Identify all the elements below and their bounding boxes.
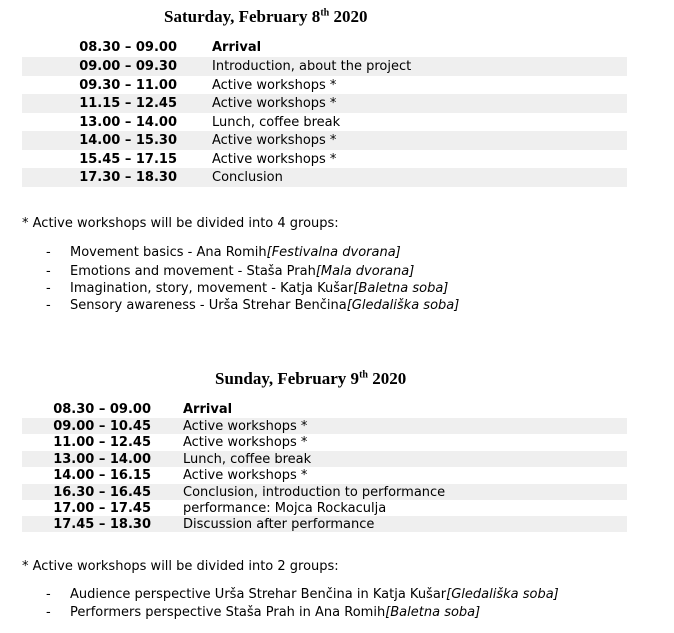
row-activity: Active workshops *	[183, 418, 308, 434]
group-text: Performers perspective Staša Prah in Ana Romih	[70, 605, 386, 620]
schedule-row	[22, 451, 627, 467]
group-room: [Mala dvorana]	[315, 264, 415, 279]
schedule-row	[22, 94, 627, 113]
row-activity: Active workshops *	[212, 151, 337, 167]
row-time: 17.45 – 18.30	[53, 516, 151, 532]
sunday-title	[215, 369, 406, 389]
schedule-row	[22, 168, 627, 187]
schedule-row	[22, 38, 627, 57]
list-item	[46, 587, 559, 605]
row-activity: Conclusion, introduction to performance	[183, 484, 446, 500]
sunday-group-list	[46, 587, 559, 623]
saturday-title	[164, 7, 367, 27]
list-item	[46, 264, 459, 281]
saturday-title-sup: th	[320, 7, 330, 19]
row-time: 17.30 – 18.30	[79, 170, 177, 185]
row-time: 09.00 – 10.45	[53, 418, 151, 434]
row-time: 14.00 – 16.15	[53, 468, 151, 483]
group-text: Imagination, story, movement - Katja Kušar	[70, 281, 354, 296]
row-time: 08.30 – 09.00	[53, 402, 151, 417]
sunday-workshop-note: * Active workshops will be divided into 2 groups:	[22, 559, 339, 574]
schedule-row	[22, 418, 627, 434]
group-room: [Festivalna dvorana]	[266, 245, 401, 260]
row-activity: Active workshops *	[212, 133, 337, 148]
sunday-title-text: Sunday, February 9	[215, 369, 360, 388]
list-dash: -	[46, 587, 51, 602]
schedule-row	[22, 113, 627, 131]
schedule-row	[22, 150, 627, 168]
group-room: [Gledališka soba]	[446, 587, 559, 602]
list-dash: -	[46, 605, 51, 620]
group-room: [Gledališka soba]	[346, 298, 460, 313]
sunday-title-year: 2020	[367, 369, 407, 388]
row-activity: Lunch, coffee break	[212, 114, 341, 130]
row-activity: Arrival	[212, 40, 262, 55]
group-room: [Baletna soba]	[353, 281, 449, 296]
saturday-title-text: Saturday, February 8	[164, 7, 321, 26]
row-activity: Conclusion	[212, 170, 283, 185]
row-activity: Active workshops *	[183, 435, 308, 450]
row-time: 13.00 – 14.00	[79, 114, 177, 130]
list-dash: -	[46, 245, 51, 260]
row-activity: Active workshops *	[212, 77, 337, 93]
row-activity: Active workshops *	[183, 468, 308, 483]
list-item	[46, 298, 459, 315]
schedule-row	[22, 401, 627, 418]
list-dash: -	[46, 298, 51, 313]
row-time: 15.45 – 17.15	[79, 151, 177, 167]
row-time: 14.00 – 15.30	[79, 133, 177, 148]
sunday-schedule	[22, 401, 627, 532]
row-time: 09.30 – 11.00	[79, 77, 177, 93]
row-activity: Lunch, coffee break	[183, 451, 312, 467]
row-time: 16.30 – 16.45	[53, 484, 151, 500]
list-dash: -	[46, 281, 51, 296]
row-time: 09.00 – 09.30	[79, 59, 177, 74]
schedule-row	[22, 131, 627, 150]
group-text: Audience perspective Urša Strehar Benčina in Katja Kušar	[70, 587, 447, 602]
row-activity: Arrival	[183, 402, 233, 417]
saturday-schedule	[22, 38, 627, 187]
schedule-row	[22, 467, 627, 484]
saturday-workshop-note: * Active workshops will be divided into 4 groups:	[22, 216, 339, 231]
row-activity: Active workshops *	[212, 96, 337, 111]
schedule-row	[22, 484, 627, 500]
list-item	[46, 281, 459, 298]
schedule-row	[22, 57, 627, 76]
row-activity: performance: Mojca Rockaculja	[183, 500, 387, 516]
row-time: 13.00 – 14.00	[53, 451, 151, 467]
schedule-row	[22, 76, 627, 94]
list-dash: -	[46, 264, 51, 279]
row-time: 08.30 – 09.00	[79, 40, 177, 55]
group-text: Emotions and movement - Staša Prah	[70, 264, 316, 279]
schedule-row	[22, 516, 627, 532]
saturday-group-list	[46, 245, 459, 315]
sunday-title-sup: th	[359, 369, 368, 381]
group-text: Movement basics - Ana Romih	[70, 245, 267, 260]
row-activity: Discussion after performance	[183, 516, 375, 532]
schedule-row	[22, 500, 627, 516]
schedule-row	[22, 434, 627, 451]
row-time: 11.00 – 12.45	[53, 435, 151, 450]
group-room: [Baletna soba]	[385, 605, 481, 620]
group-text: Sensory awareness - Urša Strehar Benčina	[70, 298, 347, 313]
row-time: 11.15 – 12.45	[79, 96, 177, 111]
row-activity: Introduction, about the project	[212, 59, 412, 74]
list-item	[46, 245, 459, 264]
list-item	[46, 605, 559, 623]
saturday-title-year: 2020	[329, 7, 368, 26]
row-time: 17.00 – 17.45	[53, 500, 151, 516]
